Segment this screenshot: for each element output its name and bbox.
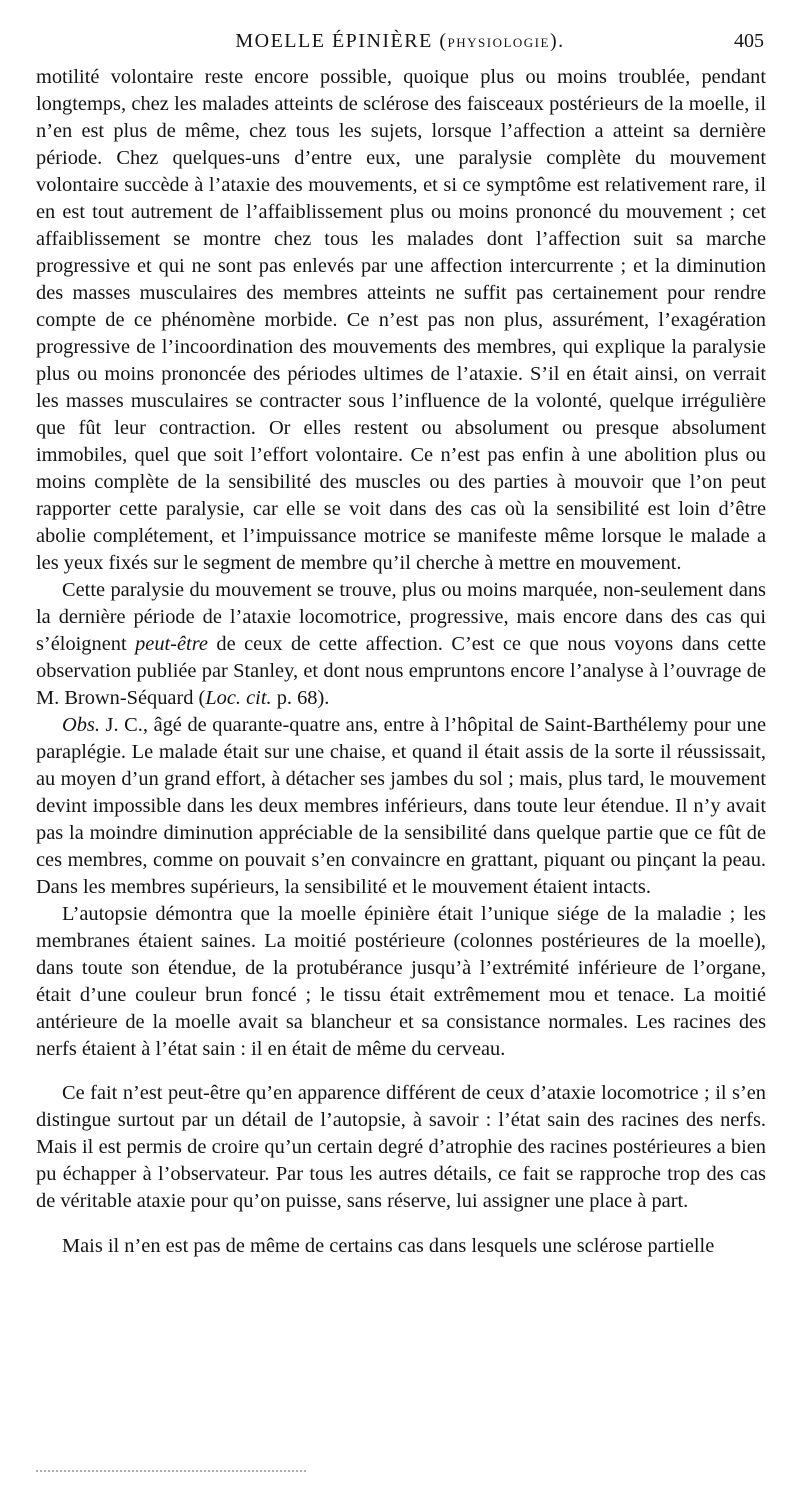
- running-title: [235, 30, 564, 53]
- footer-print-mark: [36, 1470, 306, 1472]
- paragraph-final: Mais il n’en est pas de même de certains cas dans lesquels une sclérose partielle: [62, 1235, 715, 1257]
- citation-loc-cit: Loc. cit.: [205, 687, 272, 709]
- paragraph-observation: [36, 712, 766, 901]
- paragraph-paralysis: [36, 577, 766, 712]
- body-text: [36, 64, 766, 1260]
- paragraph-paralysis-text-end: p. 68).: [271, 687, 330, 709]
- emphasis-peut-etre: peut-être: [135, 633, 208, 655]
- paragraph-discussion: Ce fait n’est peut-être qu’en apparence différent de ceux d’ataxie locomotrice ; il s’en distingue surtout par un détail de l’autopsie, à savoir : l’état sain des racines des nerfs. Mais il est permis de croire qu’un certain degré d’atrophie des racines postérieures a bien pu échapper à l’observateur. Par tous les autres détails, ce fait se rapproche trop des cas de véritable ataxie pour qu’on puisse, sans réserve, lui assigner une place à part.: [36, 1082, 766, 1212]
- paragraph-paralysis-text-middle: de ceux de cette affection. C’est ce que nous voyons dans cette observation publiée par Stanley, et dont nous empruntons encore l’analyse à l’ouvrage de M. Brown-Séquard (: [36, 633, 766, 709]
- running-title-small-caps: PHYSIOLOGIE: [447, 35, 550, 50]
- paragraph-continuation: motilité volontaire reste encore possible, quoique plus ou moins troublée, pendant longtemps, chez les malades atteints de sclérose des faisceaux postérieurs de la moelle, il n’en est plus de même, chez tous les sujets, lorsque l’affection a atteint sa dernière période. Chez quelques-uns d’entre eux, une paralysie complète du mouvement volontaire succède à l’ataxie des mouvements, et si ce symptôme est relativement rare, il en est tout autrement de l’affaiblissement plus ou moins prononcé du mouvement ; cet affaiblissement se montre chez tous les malades dont l’affection suit sa marche progressive et qui ne sont pas enlevés par une affection intercurrente ; et la diminution des masses musculaires des membres atteints ne suffit pas certainement pour rendre compte de ce phénomène morbide. Ce n’est pas non plus, assurément, l’exagération progressive de l’incoordination des mouvements des membres, qui explique la paralysie plus ou moins prononcée des périodes ultimes de l’ataxie. S’il en était ainsi, on verrait les masses musculaires se contracter sous l’influence de la volonté, quelque irrégulière que fût leur contraction. Or elles restent ou absolument ou presque absolument immobiles, quel que soit l’effort volontaire. Ce n’est pas enfin à une abolition plus ou moins complète de la sensibilité des muscles ou des parties à mouvoir que l’on peut rapporter cette paralysie, car elle se voit dans des cas où la sensibilité est loin d’être abolie complétement, et l’impuissance motrice se manifeste même lorsque le malade a les yeux fixés sur le segment de membre qu’il cherche à mettre en mouvement.: [36, 66, 766, 574]
- observation-text: J. C., âgé de quarante-quatre ans, entre à l’hôpital de Saint-Barthélemy pour une paraplégie. Le malade était sur une chaise, et quand il était assis de la sorte il réussissait, au moyen d’un grand effort, à détacher ses jambes du sol ; mais, plus tard, le mouvement devint impossible dans les deux membres inférieurs, dans toute leur étendue. Il n’y avait pas la moindre diminution appréciable de la sensibilité dans quelque partie que ce fût de ces membres, comme on pouvait s’en convaincre en grattant, piquant ou pinçant la peau. Dans les membres supérieurs, la sensibilité et le mouvement étaient intacts.: [36, 714, 766, 898]
- running-title-main: MOELLE ÉPINIÈRE (: [235, 30, 448, 52]
- paragraph-paralysis-text-start: Cette paralysie du mouvement se trouve, plus ou moins marquée, non-seulement dans la dernière période de l’ataxie locomotrice, progressive, mais encore dans des cas qui s’éloignent: [36, 579, 766, 655]
- observation-label: Obs.: [62, 714, 100, 736]
- running-title-end: ).: [549, 30, 565, 52]
- paragraph-autopsy: L’autopsie démontra que la moelle épinière était l’unique siége de la maladie ; les membranes étaient saines. La moitié postérieure (colonnes postérieures de la moelle), dans toute son étendue, de la protubérance jusqu’à l’extrémité inférieure de l’organe, était d’une couleur brun foncé ; le tissu était extrêmement mou et tenace. La moitié antérieure de la moelle avait sa blancheur et sa consistance normales. Les racines des nerfs étaient à l’état sain : il en était de même du cerveau.: [36, 903, 766, 1060]
- page-number: 405: [734, 30, 764, 52]
- running-head: [36, 30, 764, 60]
